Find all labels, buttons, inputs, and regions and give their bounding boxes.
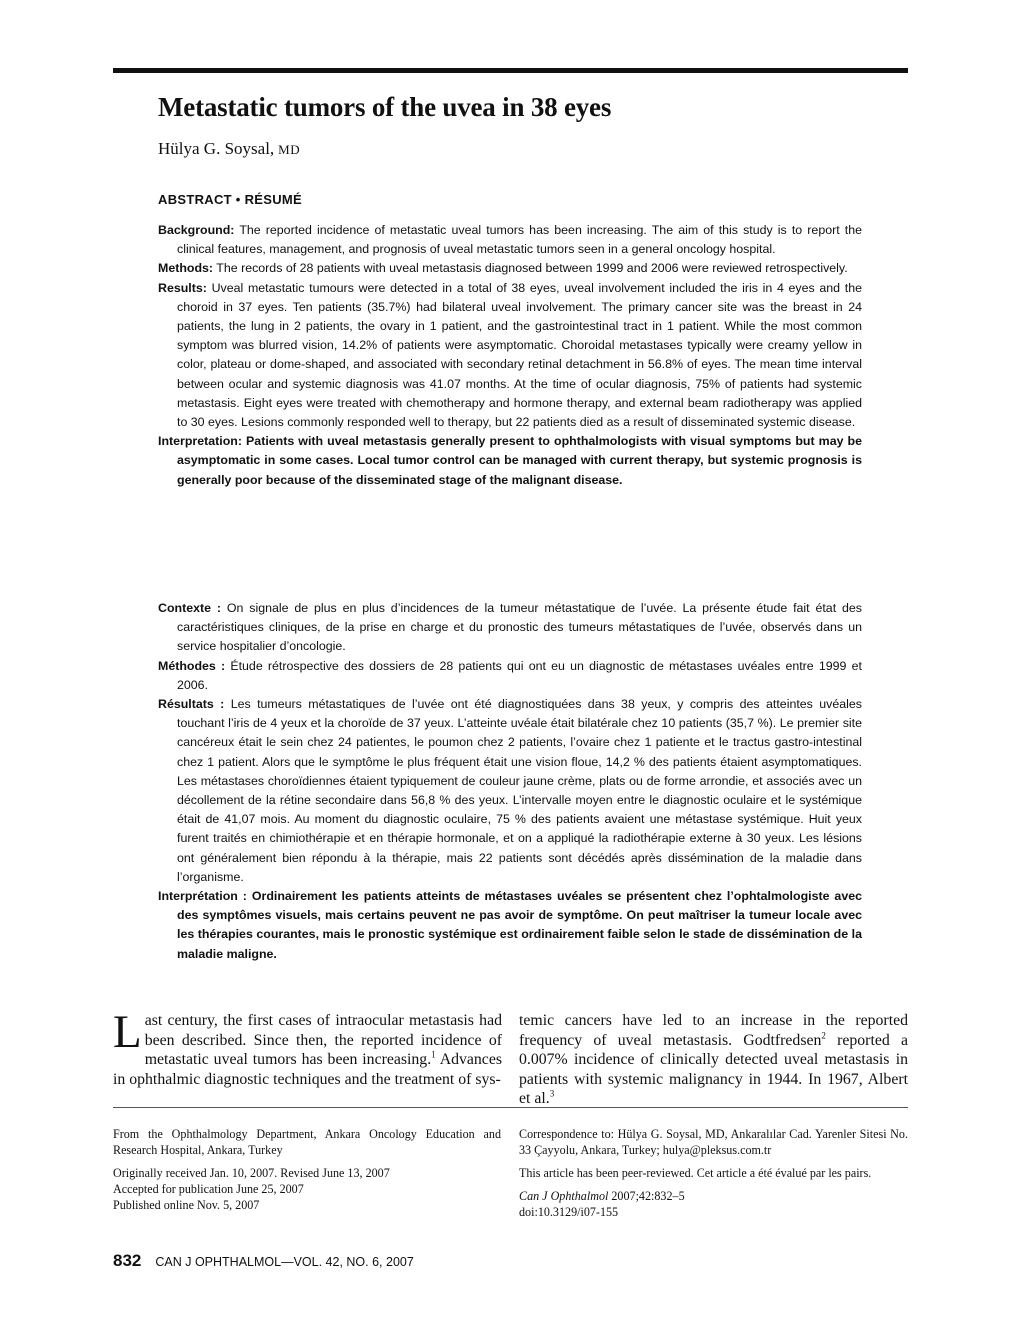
abstract-text: Uveal metastatic tumours were detected in a total of 38 eyes, uveal involvement included the iris in 4 eyes and the choroid in 37 eyes. Ten patients (35.7%) had bilateral uveal involvement. The primary cancer site was the breast in 24 patients, the lung in 2 patients, the ovary in 1 patient, and the gastrointestinal tract in 1 patient. While the most common symptom was blurred vision, 14.2% of patients were asymptomatic. Choroidal metastases typically were creamy yellow in color, plateau or dome-shaped, and associated with secondary retinal detachment in 56.8% of eyes. The mean time interval between ocular and systemic diagnosis was 41.07 months. At the time of ocular diagnosis, 75% of patients had systemic metastasis. Eight eyes were treated with chemotherapy and hormone therapy, and external beam radiotherapy was applied to 30 eyes. Lesions commonly responded well to therapy, but 22 patients died as a result of disseminated systemic disease.: [177, 280, 862, 430]
body-text: temic cancers have led to an increase in the reported frequency of uveal metastasis. Godtfredsen: [519, 1012, 908, 1049]
journal-running-footer: CAN J OPHTHALMOL—VOL. 42, NO. 6, 2007: [155, 1255, 414, 1269]
abstract-label: Background:: [158, 223, 235, 237]
doi[interactable]: doi:10.3129/i07-155: [519, 1205, 619, 1219]
abstract-paragraph: [158, 657, 862, 695]
abstract-paragraph: [158, 887, 862, 964]
reference-marker: 3: [549, 1089, 555, 1100]
footnotes-right: [519, 1126, 908, 1220]
article-title: Metastatic tumors of the uvea in 38 eyes: [158, 92, 612, 122]
abstract-text: The records of 28 patients with uveal metastasis diagnosed between 1999 and 2006 were reviewed retrospectively.: [216, 261, 848, 276]
accepted-date: Accepted for publication June 25, 2007: [113, 1182, 304, 1196]
abstract-text: Étude rétrospective des dossiers de 28 patients qui ont eu un diagnostic de métastases uvéales entre 1999 et 2006.: [177, 658, 862, 692]
peer-review-note: This article has been peer-reviewed. Cet article a été évalué par les pairs.: [519, 1166, 872, 1180]
citation-volume: 2007;42:832–5: [608, 1189, 685, 1203]
abstract-label: Résultats :: [158, 697, 225, 712]
abstract-label: Results:: [158, 280, 207, 295]
abstract-paragraph: [158, 279, 862, 433]
drop-cap: L: [113, 1006, 142, 1058]
received-date: Originally received Jan. 10, 2007. Revised June 13, 2007: [113, 1166, 390, 1180]
body-text: Advances in ophthalmic diagnostic techniques and the treatment of sys-: [113, 1051, 502, 1088]
citation: [519, 1188, 908, 1204]
abstract-label: Methods:: [158, 261, 214, 276]
abstract-english: [158, 221, 862, 490]
abstract-text: Patients with uveal metastasis generally present to ophthalmologists with visual symptoms but may be asymptomatic in some cases. Local tumor control can be managed with current therapy, but systemic prognosis is generally poor because of the disseminated stage of the malignant disease.: [177, 434, 862, 487]
abstract-paragraph: [158, 259, 862, 278]
correspondence: Correspondence to: Hülya G. Soysal, MD, Ankaralılar Cad. Yarenler Sitesi No. 33 Çayyolu, Ankara, Turkey; hulya@pleksus.com.tr: [519, 1127, 908, 1157]
abstract-heading: ABSTRACT • RÉSUMÉ: [158, 192, 302, 207]
journal-name: Can J Ophthalmol: [519, 1189, 609, 1203]
abstract-text: The reported incidence of metastatic uveal tumors has been increasing. The aim of this study is to report the clinical features, management, and prognosis of uveal metastatic tumors seen in a general oncology hospital.: [177, 223, 862, 257]
reference-marker: 2: [821, 1030, 826, 1041]
footnotes-left: [113, 1126, 501, 1213]
author-line: [158, 139, 300, 159]
top-rule: [113, 68, 908, 73]
abstract-text: On signale de plus en plus d’incidences de la tumeur métastatique de l’uvée. La présente étude fait état des caractéristiques cliniques, de la prise en charge et du pronostic des tumeurs métastatiques de l’uvée, observés dans un service hospitalier d’oncologie.: [177, 601, 862, 654]
abstract-text: Les tumeurs métastatiques de l’uvée ont été diagnostiquées dans 38 yeux, y compris des atteintes uvéales touchant l’iris de 4 yeux et la choroïde de 37 yeux. L’atteinte uvéale était bilatérale chez 10 patients (35,7 %). Le premier site cancéreux était le sein chez 24 patientes, le poumon chez 2 patients, l’ovaire chez 1 patiente et le tractus gastro-intestinal chez 1 patient. Alors que le symptôme le plus fréquent était une vision floue, 14,2 % des patients étaient asymptomatiques. Les métastases choroïdiennes étaient typiquement de couleur jaune crème, plats ou de forme arrondie, et associés avec un décollement de la rétine secondaire dans 56,8 % des yeux. L’intervalle moyen entre le diagnostic oculaire et le systémique était de 41,07 mois. Au moment du diagnostic oculaire, 75 % des patients avaient une métastase systémique. Huit yeux furent traités en chimiothérapie et en thérapie hormonale, et on a appliqué la radiothérapie externe à 30 yeux. Les lésions ont généralement bien répondu à la thérapie, mais 22 patients sont décédés après dissémination de la maladie dans l’organisme.: [177, 697, 862, 884]
abstract-paragraph: [158, 432, 862, 490]
page-footer: [113, 1251, 414, 1271]
author-degree: MD: [278, 142, 301, 157]
affiliation: From the Ophthalmology Department, Ankara Oncology Education and Research Hospital, Ankara, Turkey: [113, 1127, 501, 1157]
abstract-label: Interpretation:: [158, 434, 242, 449]
abstract-paragraph: [158, 599, 862, 657]
body-column-left: [113, 1006, 502, 1089]
abstract-label: Méthodes :: [158, 658, 226, 673]
body-column-right: [519, 1011, 908, 1109]
reference-marker: 1: [431, 1049, 436, 1060]
author-name: Hülya G. Soysal,: [158, 139, 275, 158]
abstract-text: Ordinairement les patients atteints de métastases uvéales se présentent chez l’ophtalmologiste avec des symptômes visuels, mais certains peuvent ne pas avoir de symptôme. On peut maîtriser la tumeur locale avec les thérapies courantes, mais le pronostic systémique est ordinairement faible selon le stade de dissémination de la maladie maligne.: [177, 889, 862, 961]
body-text: ast century, the first cases of intraocular metastasis had been described. Since then, the reported incidence of metastatic uveal tumors has been increasing.: [144, 1012, 502, 1069]
body-text: reported a 0.007% incidence of clinically detected uveal metastasis in patients with systemic malignancy in 1944. In 1967, Albert et al.: [519, 1031, 908, 1108]
abstract-paragraph: [158, 695, 862, 887]
published-date: Published online Nov. 5, 2007: [113, 1198, 260, 1212]
abstract-paragraph: [158, 221, 862, 259]
abstract-french: [158, 599, 862, 964]
footnote-rule: [113, 1107, 908, 1108]
abstract-label: Contexte :: [158, 601, 221, 615]
abstract-label: Interprétation :: [158, 889, 247, 904]
page-number: 832: [113, 1251, 142, 1270]
